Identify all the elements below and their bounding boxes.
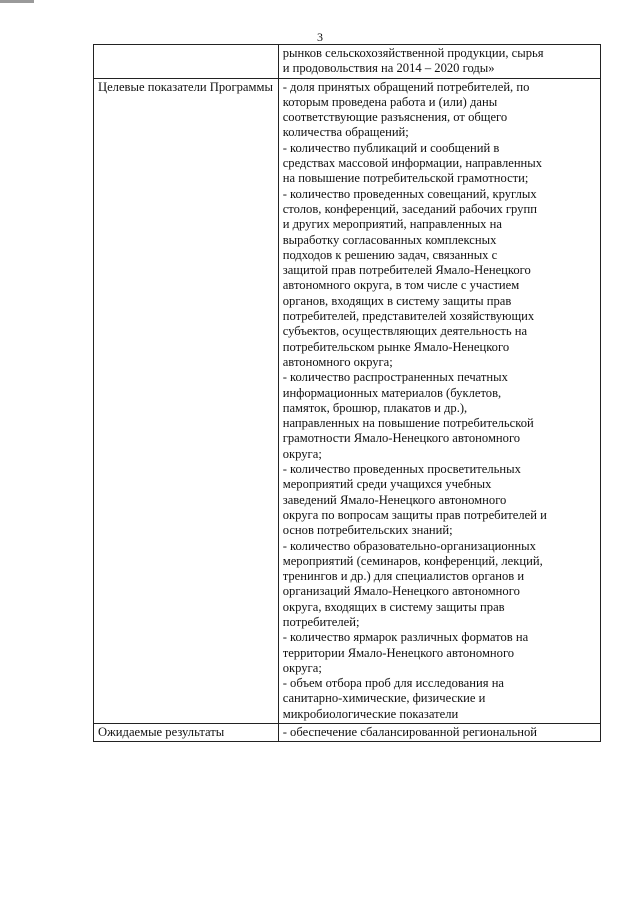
value-line: округа; [282,446,322,461]
value-line: округа; [282,660,322,675]
row-label-cell: Ожидаемые результаты [94,724,279,742]
page-number: 3 [317,30,323,44]
value-line: потребителей; [282,614,360,629]
value-line: мероприятий (семинаров, конференций, лекций, [282,553,543,568]
value-line: округа по вопросам защиты прав потребителей и [282,507,547,522]
value-line: которым проведена работа и (или) даны [282,94,498,109]
row-label-cell: Целевые показатели Программы [94,78,279,723]
value-line: заведений Ямало-Ненецкого автономного [282,492,507,507]
value-line: - количество ярмарок различных форматов на [282,630,529,645]
table-row [94,78,601,723]
table-row [94,45,601,79]
value-line: рынков сельскохозяйственной продукции, сырья [282,46,544,60]
value-line: грамотности Ямало-Ненецкого автономного [282,431,521,446]
value-line: - объем отбора проб для исследования на [282,676,505,691]
value-line: основ потребительских знаний; [282,523,453,538]
value-line: округа, входящих в систему защиты прав [282,599,505,614]
value-line: территории Ямало-Ненецкого автономного [282,645,515,660]
row-value-cell [278,45,600,79]
value-line: направленных на повышение потребительской [282,416,534,431]
value-line: информационных материалов (буклетов, [282,385,502,400]
value-line: - количество публикаций и сообщений в [282,140,500,155]
value-line: на повышение потребительской грамотности; [282,171,529,186]
table-row [94,724,601,742]
value-line: - обеспечение сбалансированной региональной [282,725,538,740]
value-line: потребительском рынке Ямало-Ненецкого [282,339,510,354]
value-line: - количество распространенных печатных [282,370,508,385]
value-line: выработку согласованных комплексных [282,232,497,247]
value-line: микробиологические показатели [282,706,459,721]
value-line: субъектов, осуществляющих деятельность на [282,324,528,339]
value-line: - количество проведенных просветительных [282,462,521,477]
value-line: защитой прав потребителей Ямало-Ненецкого [282,263,531,278]
value-line: организаций Ямало-Ненецкого автономного [282,584,520,599]
value-line: и продовольствия на 2014 – 2020 годы» [282,61,495,76]
value-line: и других мероприятий, направленных на [282,217,502,232]
value-line: соответствующие разъяснения, от общего [282,110,508,125]
program-passport-table [93,44,601,742]
row-value-cell [278,724,600,742]
value-line: - доля принятых обращений потребителей, по [282,79,530,94]
value-line: количества обращений; [282,125,409,140]
value-line: потребителей, представителей хозяйствующих [282,309,535,324]
value-line: памяток, брошюр, плакатов и др.), [282,400,468,415]
value-line: автономного округа; [282,354,393,369]
row-value-cell [278,78,600,723]
row-label-cell [94,45,279,79]
value-line: средствах массовой информации, направленных [282,156,543,171]
value-line: - количество образовательно-организационных [282,538,536,553]
value-line: тренингов и др.) для специалистов органов и [282,569,525,584]
scan-corner-mark [0,0,34,3]
value-line: санитарно-химические, физические и [282,691,486,706]
value-line: мероприятий среди учащихся учебных [282,477,492,492]
value-line: - количество проведенных совещаний, круглых [282,186,537,201]
value-line: столов, конференций, заседаний рабочих групп [282,201,537,216]
value-line: подходов к решению задач, связанных с [282,247,498,262]
value-line: автономного округа, в том числе с участием [282,278,520,293]
value-line: органов, входящих в систему защиты прав [282,293,512,308]
